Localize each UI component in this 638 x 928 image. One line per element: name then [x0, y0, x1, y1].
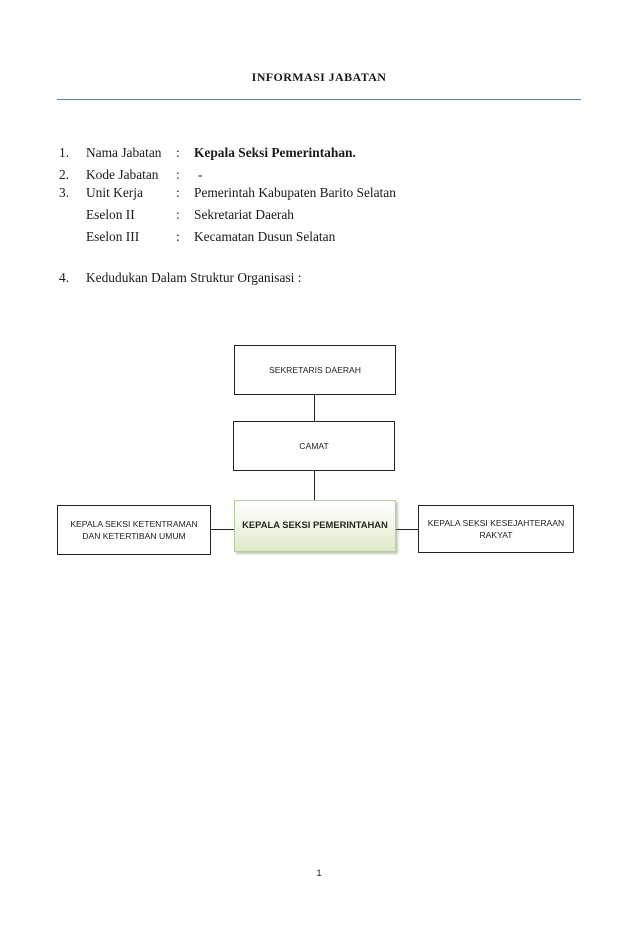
org-box-label: KEPALA SEKSI KESEJAHTERAAN RAKYAT [427, 518, 565, 540]
org-box-label: KEPALA SEKSI KETENTRAMAN DAN KETERTIBAN UMUM [70, 519, 198, 541]
info-value: Pemerintah Kabupaten Barito Selatan [194, 185, 396, 200]
org-box-kepala-seksi-pemerintahan [234, 500, 396, 552]
info-value: Kepala Seksi Pemerintahan. [194, 145, 356, 160]
info-number: 1. [59, 145, 70, 160]
connector-sekda-camat [314, 395, 315, 421]
info-number: 2. [59, 167, 70, 182]
info-value: Sekretariat Daerah [194, 207, 294, 222]
org-box-sekretaris-daerah [234, 345, 396, 395]
info-label: Eselon II [86, 207, 135, 222]
info-colon: : [176, 229, 180, 244]
connector-camat-kasi [314, 471, 315, 500]
org-box-kasi-kesejahteraan [418, 505, 574, 553]
connector-right [396, 529, 418, 530]
org-box-camat [233, 421, 395, 471]
title-divider [57, 99, 581, 100]
org-box-kasi-ketentraman [57, 505, 211, 555]
info-number: 3. [59, 185, 70, 200]
info-label: Kode Jabatan [86, 167, 159, 182]
info-colon: : [176, 167, 180, 182]
org-box-label: KEPALA SEKSI PEMERINTAHAN [242, 519, 388, 530]
info-label: Unit Kerja [86, 185, 143, 200]
info-value: - [198, 167, 203, 182]
connector-left [211, 529, 234, 530]
section-label: Kedudukan Dalam Struktur Organisasi : [86, 270, 302, 285]
info-label: Nama Jabatan [86, 145, 162, 160]
section-number: 4. [59, 270, 70, 285]
info-colon: : [176, 207, 180, 222]
info-colon: : [176, 145, 180, 160]
info-value: Kecamatan Dusun Selatan [194, 229, 336, 244]
document-title: INFORMASI JABATAN [251, 70, 387, 84]
page-number: 1 [316, 868, 322, 879]
org-box-label: SEKRETARIS DAERAH [268, 365, 361, 375]
org-box-label: CAMAT [299, 441, 329, 451]
info-colon: : [176, 185, 180, 200]
info-label: Eselon III [86, 229, 140, 244]
